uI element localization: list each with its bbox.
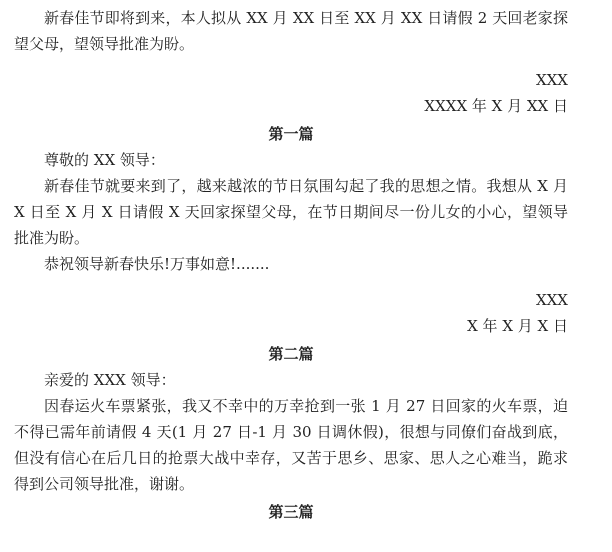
section-title-2: 第二篇 (268, 345, 314, 363)
intro-date: XXXX 年 X 月 XX 日 (424, 97, 568, 115)
section-2-salutation: 亲爱的 XXX 领导： (44, 371, 176, 389)
section-title-1: 第一篇 (268, 125, 314, 143)
section-1-paragraph-1: 新春佳节就要来到了，越来越浓的节日氛围勾起了我的思想之情。我想从 X 月 X 日至 X 月 X 日请假 X 天回家探望父母，在节日期间尽一份儿女的小心，望领导批准为盼。 (14, 177, 568, 247)
section-1-date: X 年 X 月 X 日 (467, 317, 568, 335)
section-1-paragraph-2: 恭祝领导新春快乐!万事如意!....... (44, 255, 270, 273)
section-1-signature: XXX (535, 291, 568, 309)
document-page (14, 0, 568, 552)
section-2-paragraph-1: 因春运火车票紧张，我又不幸中的万幸抢到一张 1 月 27 日回家的火车票，迫不得已需年前请假 4 天(1 月 27 日-1 月 30 日调休假)，很想与同僚们奋战到底，但没有信心在后几日的抢票大战中幸存，又苦于思乡、思家、思人之心难当，跪求得到公司领导批准，谢谢。 (14, 397, 568, 493)
section-title-3: 第三篇 (268, 503, 314, 521)
intro-signature: XXX (535, 71, 568, 89)
intro-paragraph: 新春佳节即将到来，本人拟从 XX 月 XX 日至 XX 月 XX 日请假 2 天回老家探望父母，望领导批准为盼。 (14, 9, 568, 53)
section-1-salutation: 尊敬的 XX 领导： (44, 151, 165, 169)
